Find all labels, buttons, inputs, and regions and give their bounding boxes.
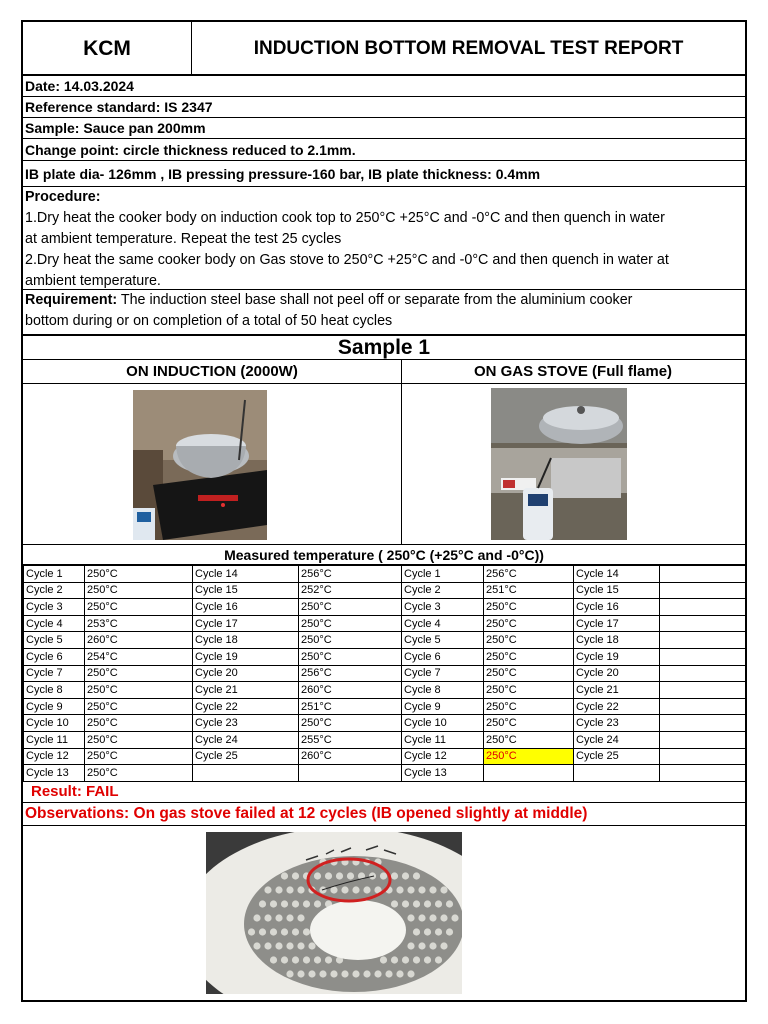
procedure-step1-line2: at ambient temperature. Repeat the test 25 cycles <box>25 231 342 247</box>
temperature-cell <box>660 632 746 649</box>
cycle-label-cell: Cycle 17 <box>574 615 660 632</box>
cycle-label-cell: Cycle 6 <box>24 648 85 665</box>
failure-photo <box>206 832 462 994</box>
cycle-label-cell: Cycle 9 <box>24 698 85 715</box>
temperature-cell: 250°C <box>299 648 402 665</box>
temperature-cell: 253°C <box>85 615 193 632</box>
temperature-cell: 260°C <box>85 632 193 649</box>
cycle-label-cell: Cycle 3 <box>24 599 85 616</box>
temperature-cell: 250°C <box>85 682 193 699</box>
ib-plate-line: IB plate dia- 126mm , IB pressing pressure-160 bar, IB plate thickness: 0.4mm <box>23 161 745 187</box>
table-row <box>24 715 746 732</box>
temperature-cell <box>660 615 746 632</box>
procedure-step2-line2: ambient temperature. <box>25 273 161 289</box>
cycle-label-cell: Cycle 20 <box>574 665 660 682</box>
cycle-label-cell: Cycle 10 <box>24 715 85 732</box>
temperature-table <box>23 565 746 782</box>
column-divider <box>401 360 402 544</box>
temperature-cell: 250°C <box>484 748 574 765</box>
cycle-label-cell: Cycle 10 <box>402 715 484 732</box>
cycle-label-cell: Cycle 12 <box>24 748 85 765</box>
temperature-cell: 250°C <box>85 698 193 715</box>
table-row <box>24 765 746 782</box>
cycle-label-cell: Cycle 3 <box>402 599 484 616</box>
cycle-label-cell: Cycle 2 <box>402 582 484 599</box>
cycle-label-cell: Cycle 25 <box>574 748 660 765</box>
cycle-label-cell: Cycle 4 <box>402 615 484 632</box>
cycle-label-cell: Cycle 8 <box>402 682 484 699</box>
sample-title: Sample 1 <box>23 334 745 360</box>
cycle-label-cell: Cycle 7 <box>402 665 484 682</box>
cycle-label-cell: Cycle 13 <box>24 765 85 782</box>
requirement-text-line2: bottom during or on completion of a total of 50 heat cycles <box>25 313 393 329</box>
cycle-label-cell: Cycle 15 <box>193 582 299 599</box>
temperature-cell: 251°C <box>299 698 402 715</box>
cycle-label-cell: Cycle 20 <box>193 665 299 682</box>
procedure-step2-line1: 2.Dry heat the same cooker body on Gas stove to 250°C +25°C and -0°C and then quench in water at <box>25 252 669 268</box>
temperature-cell: 256°C <box>299 665 402 682</box>
cycle-label-cell: Cycle 9 <box>402 698 484 715</box>
temperature-cell: 252°C <box>299 582 402 599</box>
result-status: Result: FAIL <box>23 781 745 803</box>
cycle-label-cell: Cycle 8 <box>24 682 85 699</box>
company-name: KCM <box>23 22 192 76</box>
cycle-label-cell: Cycle 24 <box>193 731 299 748</box>
cycle-label-cell: Cycle 16 <box>193 599 299 616</box>
temperature-cell <box>660 698 746 715</box>
requirement-text-line1: The induction steel base shall not peel off or separate from the aluminium cooker <box>117 292 633 308</box>
cycle-label-cell: Cycle 21 <box>193 682 299 699</box>
cycle-label-cell: Cycle 17 <box>193 615 299 632</box>
change-point-line: Change point: circle thickness reduced to 2.1mm. <box>23 139 745 161</box>
cycle-label-cell: Cycle 11 <box>24 731 85 748</box>
temperature-cell: 256°C <box>299 566 402 583</box>
cycle-label-cell: Cycle 1 <box>402 566 484 583</box>
cycle-label-cell: Cycle 15 <box>574 582 660 599</box>
temperature-cell: 250°C <box>85 748 193 765</box>
temperature-cell <box>299 765 402 782</box>
requirement-block <box>23 290 745 334</box>
cycle-label-cell: Cycle 13 <box>402 765 484 782</box>
temperature-cell <box>484 765 574 782</box>
temperature-cell <box>660 665 746 682</box>
cycle-label-cell <box>574 765 660 782</box>
cycle-label-cell: Cycle 14 <box>193 566 299 583</box>
temperature-cell: 255°C <box>299 731 402 748</box>
cycle-label-cell: Cycle 21 <box>574 682 660 699</box>
cycle-label-cell: Cycle 1 <box>24 566 85 583</box>
temperature-cell: 250°C <box>484 698 574 715</box>
temperature-cell: 250°C <box>484 731 574 748</box>
temperature-cell <box>660 582 746 599</box>
cycle-label-cell: Cycle 22 <box>193 698 299 715</box>
table-row <box>24 599 746 616</box>
cycle-label-cell: Cycle 23 <box>574 715 660 732</box>
requirement-label: Requirement: <box>25 292 118 308</box>
table-row <box>24 632 746 649</box>
temperature-cell <box>660 566 746 583</box>
temperature-cell <box>660 682 746 699</box>
cycle-label-cell: Cycle 23 <box>193 715 299 732</box>
temperature-cell: 250°C <box>299 599 402 616</box>
temperature-cell: 250°C <box>85 599 193 616</box>
cycle-label-cell: Cycle 18 <box>574 632 660 649</box>
cycle-label-cell: Cycle 24 <box>574 731 660 748</box>
temperature-cell <box>660 715 746 732</box>
table-row <box>24 648 746 665</box>
temperature-cell <box>660 765 746 782</box>
induction-test-photo <box>133 390 267 540</box>
table-row <box>24 698 746 715</box>
cycle-label-cell: Cycle 2 <box>24 582 85 599</box>
procedure-step1-line1: 1.Dry heat the cooker body on induction cook top to 250°C +25°C and -0°C and then quench in water <box>25 210 665 226</box>
temperature-cell: 250°C <box>85 582 193 599</box>
table-row <box>24 566 746 583</box>
temperature-cell: 250°C <box>299 615 402 632</box>
temperature-cell: 250°C <box>85 731 193 748</box>
gas-column-heading: ON GAS STOVE (Full flame) <box>401 360 745 384</box>
temperature-cell: 250°C <box>484 648 574 665</box>
cycle-label-cell: Cycle 5 <box>24 632 85 649</box>
cycle-label-cell: Cycle 22 <box>574 698 660 715</box>
temperature-cell: 250°C <box>484 665 574 682</box>
procedure-heading: Procedure: <box>25 189 101 205</box>
temperature-cell: 251°C <box>484 582 574 599</box>
table-row <box>24 615 746 632</box>
temperature-cell: 260°C <box>299 748 402 765</box>
temperature-cell: 250°C <box>484 615 574 632</box>
temperature-cell: 250°C <box>484 632 574 649</box>
temperature-cell: 250°C <box>299 632 402 649</box>
temperature-cell: 250°C <box>299 715 402 732</box>
temperature-cell: 250°C <box>85 566 193 583</box>
measured-temperature-title: Measured temperature ( 250°C (+25°C and -0°C)) <box>23 544 745 565</box>
table-row <box>24 748 746 765</box>
date-line: Date: 14.03.2024 <box>23 76 745 97</box>
temperature-cell: 250°C <box>484 599 574 616</box>
table-row <box>24 665 746 682</box>
cycle-label-cell: Cycle 11 <box>402 731 484 748</box>
gas-stove-test-photo <box>491 388 627 540</box>
cycle-label-cell: Cycle 19 <box>574 648 660 665</box>
temperature-cell: 250°C <box>85 765 193 782</box>
temperature-cell: 260°C <box>299 682 402 699</box>
cycle-label-cell <box>193 765 299 782</box>
cycle-label-cell: Cycle 5 <box>402 632 484 649</box>
cycle-label-cell: Cycle 18 <box>193 632 299 649</box>
procedure-block <box>23 187 745 290</box>
observation-text: Observations: On gas stove failed at 12 cycles (IB opened slightly at middle) <box>23 803 745 826</box>
reference-line: Reference standard: IS 2347 <box>23 97 745 118</box>
cycle-label-cell: Cycle 7 <box>24 665 85 682</box>
temperature-cell <box>660 648 746 665</box>
cycle-label-cell: Cycle 4 <box>24 615 85 632</box>
temperature-cell: 250°C <box>484 715 574 732</box>
cycle-label-cell: Cycle 12 <box>402 748 484 765</box>
temperature-cell <box>660 748 746 765</box>
temperature-cell <box>660 599 746 616</box>
temperature-cell: 250°C <box>85 665 193 682</box>
cycle-label-cell: Cycle 25 <box>193 748 299 765</box>
temperature-cell: 250°C <box>85 715 193 732</box>
sample-line: Sample: Sauce pan 200mm <box>23 118 745 139</box>
table-row <box>24 582 746 599</box>
cycle-label-cell: Cycle 19 <box>193 648 299 665</box>
temperature-cell: 250°C <box>484 682 574 699</box>
temperature-cell <box>660 731 746 748</box>
cycle-label-cell: Cycle 16 <box>574 599 660 616</box>
temperature-cell: 254°C <box>85 648 193 665</box>
table-row <box>24 682 746 699</box>
temperature-cell: 256°C <box>484 566 574 583</box>
report-title: INDUCTION BOTTOM REMOVAL TEST REPORT <box>253 38 684 59</box>
table-row <box>24 731 746 748</box>
induction-column-heading: ON INDUCTION (2000W) <box>23 360 401 384</box>
cycle-label-cell: Cycle 14 <box>574 566 660 583</box>
cycle-label-cell: Cycle 6 <box>402 648 484 665</box>
